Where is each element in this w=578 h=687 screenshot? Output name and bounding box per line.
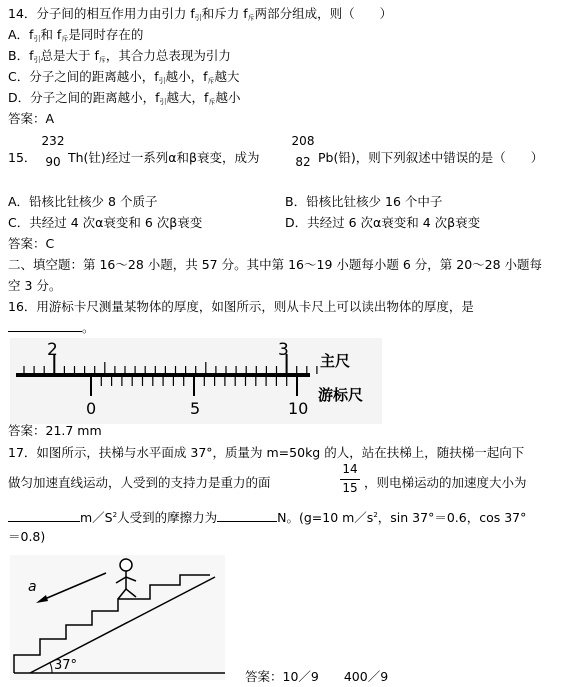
thorium-atomic-number: 90 <box>45 155 61 169</box>
q15-stem-part2: Pb(铅)，则下列叙述中错误的是（ ） <box>318 150 544 165</box>
q15-option-a: A．铅核比钍核少 8 个质子 <box>8 194 158 209</box>
ratio-denominator: 15 <box>342 481 358 495</box>
main-scale-label-3: 3 <box>278 340 289 360</box>
ratio-numerator: 14 <box>342 462 358 476</box>
q14-option-a: A．$f_引$和 $f_斥$是同时存在的 <box>8 27 144 43</box>
acceleration-label: a <box>28 579 37 595</box>
support-force-ratio <box>340 463 360 495</box>
escalator-background <box>10 555 225 680</box>
vernier-scale-title: 游标尺 <box>318 386 364 404</box>
vernier-caliper-figure <box>10 338 382 424</box>
acceleration-answer-blank[interactable] <box>8 509 80 522</box>
lead-atomic-number: 82 <box>295 155 311 169</box>
section2-heading-line1: 二、填空题：第 16～28 小题，共 57 分。其中第 16～19 小题每小题 6 分，第 20～28 小题每 <box>8 257 543 272</box>
q17-answer: 答案：10／9 400／9 <box>245 669 389 684</box>
q17-stem-line1: 17．如图所示，扶梯与水平面成 37°，质量为 m=50kg 的人，站在扶梯上，随扶梯一起向下 <box>8 445 525 460</box>
q15-option-c: C．共经过 4 次α衰变和 6 次β衰变 <box>8 215 203 230</box>
q17-stem-line3: $m/S^2$人受到的摩擦力为 N。(g=10 $m/s^2$，sin 37°＝0.6，cos 37° <box>8 506 526 527</box>
q14-option-b: B．$f_引$总是大于 $f_斥$，其合力总表现为引力 <box>8 48 231 64</box>
lead-mass-number: 208 <box>291 134 315 148</box>
thorium-mass-number: 232 <box>41 134 65 148</box>
section2-heading-line2: 空 3 分。 <box>8 278 62 293</box>
thorium-nuclide <box>40 135 66 169</box>
q16-answer-line: 。 <box>8 319 95 337</box>
q15-answer: 答案：C <box>8 236 55 251</box>
vernier-label-5: 5 <box>190 399 201 418</box>
q17-stem-line2-end: ，则电梯运动的加速度大小为 <box>364 475 527 490</box>
q17-stem-line2: 做匀加速直线运动，人受到的支持力是重力的面 <box>8 475 271 490</box>
lead-nuclide <box>290 135 316 169</box>
angle-label: 37° <box>54 658 78 673</box>
q14-answer: 答案：A <box>8 111 55 126</box>
q17-stem-line4: ＝0.8) <box>8 529 46 544</box>
q15-option-b: B．铅核比钍核少 16 个中子 <box>285 194 443 209</box>
escalator-figure <box>10 555 225 680</box>
q14-option-c: C．分子之间的距离越小，$f_引$越小，$f_斥$越大 <box>8 69 240 85</box>
q16-stem: 16．用游标卡尺测量某物体的厚度，如图所示，则从卡尺上可以读出物体的厚度，是 <box>8 299 474 314</box>
q15-option-d: D．共经过 6 次α衰变和 4 次β衰变 <box>285 215 481 230</box>
vernier-label-0: 0 <box>86 399 97 418</box>
main-scale-label-2: 2 <box>47 340 58 360</box>
q16-answer: 答案：21.7 mm <box>8 423 102 438</box>
q15-stem-part1: Th(钍)经过一系列α和β衰变，成为 <box>68 150 260 165</box>
friction-answer-blank[interactable] <box>217 509 277 522</box>
main-scale-title: 主尺 <box>320 352 351 370</box>
q16-answer-blank[interactable] <box>8 319 82 332</box>
q15-number: 15． <box>8 150 37 165</box>
q14-stem: 14．分子间的相互作用力由引力 $f_引$和斥力 $f_斥$两部分组成，则（ ） <box>8 6 393 22</box>
vernier-label-10: 10 <box>288 399 309 418</box>
q14-option-d: D．分子之间的距离越小，$f_引$越大，$f_斥$越小 <box>8 90 241 106</box>
